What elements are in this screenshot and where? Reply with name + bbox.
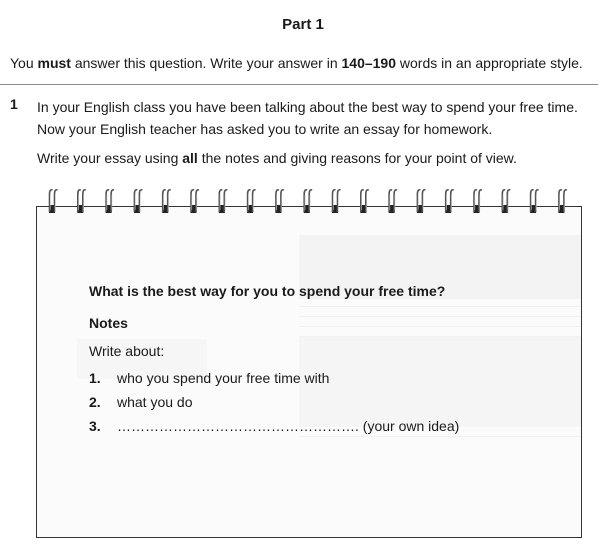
note-text: what you do xyxy=(117,394,193,410)
note-text: who you spend your free time with xyxy=(117,370,330,386)
question-text: In your English class you have been talking about the best way to spend your free time. Now your English teacher has asked you to write an essay for homework. xyxy=(37,99,578,137)
spiral-ring-icon xyxy=(275,190,284,213)
spiral-ring-icon xyxy=(49,190,58,213)
instructions-prefix: You xyxy=(10,55,38,71)
notes-label: Notes xyxy=(89,315,128,331)
notebook-heading: What is the best way for you to spend your free time? xyxy=(89,283,446,299)
spiral-binding-icon xyxy=(36,188,582,218)
spiral-ring-icon xyxy=(219,190,228,213)
spiral-ring-icon xyxy=(162,190,171,213)
spiral-ring-icon xyxy=(360,190,369,213)
divider xyxy=(0,84,598,85)
spiral-ring-icon xyxy=(332,190,341,213)
instructions-must: must xyxy=(37,55,71,71)
spiral-ring-icon xyxy=(502,190,511,213)
note-text: ……………………………………………. (your own idea) xyxy=(117,418,460,434)
task-instructions xyxy=(10,54,600,72)
note-number: 1. xyxy=(89,370,101,386)
notebook-page xyxy=(36,206,582,538)
spiral-ring-icon xyxy=(304,190,313,213)
spiral-ring-icon xyxy=(389,190,398,213)
instructions-middle: answer this question. Write your answer in xyxy=(70,55,342,71)
note-number: 3. xyxy=(89,418,101,434)
instructions-word-count: 140–190 xyxy=(341,55,397,71)
spiral-ring-icon xyxy=(247,190,256,213)
spiral-ring-icon xyxy=(134,190,143,213)
note-number: 2. xyxy=(89,394,101,410)
question-instruction-suffix: the notes and giving reasons for your point of view. xyxy=(197,150,517,166)
question-instruction xyxy=(37,149,597,167)
spiral-ring-icon xyxy=(445,190,454,213)
question-number: 1 xyxy=(10,96,18,112)
spiral-ring-icon xyxy=(106,190,115,213)
spiral-ring-icon xyxy=(191,190,200,213)
notebook xyxy=(36,198,582,536)
spiral-ring-icon xyxy=(558,190,567,213)
part-title: Part 1 xyxy=(282,16,324,33)
write-about-label: Write about: xyxy=(89,343,165,359)
instructions-suffix: words in an appropriate style. xyxy=(396,55,583,71)
spiral-ring-icon xyxy=(417,190,426,213)
question-instruction-prefix: Write your essay using xyxy=(37,150,183,166)
question-instruction-all: all xyxy=(182,150,198,166)
spiral-ring-icon xyxy=(77,190,86,213)
spiral-ring-icon xyxy=(474,190,483,213)
spiral-ring-icon xyxy=(530,190,539,213)
